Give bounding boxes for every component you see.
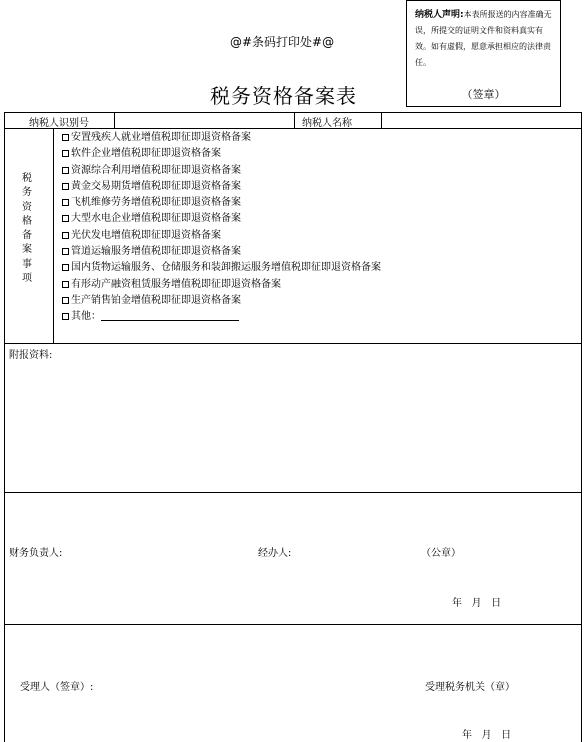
official-seal-label: （公章） xyxy=(421,548,461,559)
taxpayer-id-label: 纳税人识别号 xyxy=(29,118,89,129)
other-label: 其他： xyxy=(71,311,101,323)
attachments-label: 附报资料: xyxy=(9,350,53,361)
tax-authority-label: 受理税务机关（章） xyxy=(425,682,515,693)
other-input-line[interactable] xyxy=(101,311,239,321)
qualification-item[interactable] xyxy=(62,277,381,293)
checkbox-icon[interactable] xyxy=(62,150,69,157)
taxpayer-id-field[interactable] xyxy=(118,114,290,126)
qualification-item[interactable] xyxy=(62,195,381,211)
declaration-text: 本表所报送的内容准确无误，所提交的证明文件和资料真实有效。如有虚假，愿意承担相应的法律责任。 xyxy=(415,10,552,67)
checkbox-icon[interactable] xyxy=(62,167,69,174)
qualification-item-label: 国内货物运输服务、仓储服务和装卸搬运服务增值税即征即退资格备案 xyxy=(71,262,381,274)
barcode-placeholder: @#条码打印处#@ xyxy=(230,35,335,49)
qualification-item[interactable] xyxy=(62,130,381,146)
qualification-item-label: 生产销售铂金增值税即征即退资格备案 xyxy=(71,294,241,306)
qualification-item-label: 飞机维修劳务增值税即征即退资格备案 xyxy=(71,197,241,209)
checkbox-icon[interactable] xyxy=(62,313,69,320)
taxpayer-declaration-box xyxy=(406,0,561,107)
qualification-item[interactable] xyxy=(62,228,381,244)
receiver-label: 受理人（签章）: xyxy=(20,682,94,693)
checkbox-icon[interactable] xyxy=(62,183,69,190)
divider-signatures xyxy=(4,624,582,625)
qualification-item[interactable] xyxy=(62,260,381,276)
qualification-item-label: 软件企业增值税即征即退资格备案 xyxy=(71,148,221,160)
divider-info-row xyxy=(4,128,582,129)
qualification-item[interactable] xyxy=(62,293,381,309)
checkbox-icon[interactable] xyxy=(62,199,69,206)
taxpayer-name-label: 纳税人名称 xyxy=(302,118,352,129)
qualification-item[interactable] xyxy=(62,179,381,195)
divider-attachments xyxy=(4,492,582,493)
checkbox-icon[interactable] xyxy=(62,134,69,141)
form-title: 税务资格备案表 xyxy=(210,84,357,108)
checkbox-icon[interactable] xyxy=(62,264,69,271)
divider-qualification xyxy=(4,343,582,344)
qualification-item-label: 黄金交易期货增值税即征即退资格备案 xyxy=(71,180,241,192)
checkbox-icon[interactable] xyxy=(62,232,69,239)
qualification-item-label: 安置残疾人就业增值税即征即退资格备案 xyxy=(71,132,251,143)
qualification-label: 税务资格备案事项 xyxy=(22,173,32,285)
qualification-item[interactable] xyxy=(62,146,381,162)
qualification-item-label: 光伏发电增值税即征即退资格备案 xyxy=(71,229,221,241)
qualification-item-label: 大型水电企业增值税即征即退资格备案 xyxy=(71,213,241,225)
qualification-item-label: 资源综合利用增值税即征即退资格备案 xyxy=(71,164,241,176)
declaration-sign: （签章） xyxy=(461,88,506,101)
divider-id-value xyxy=(294,112,295,128)
divider-name-label xyxy=(381,112,382,128)
qualification-item-label: 有形动产融资租赁服务增值税即征即退资格备案 xyxy=(71,278,281,290)
qualification-item-other[interactable] xyxy=(62,309,381,325)
checkbox-icon[interactable] xyxy=(62,297,69,304)
qualification-item-label: 管道运输服务增值税即征即退资格备案 xyxy=(71,246,241,258)
checkbox-icon[interactable] xyxy=(62,248,69,255)
divider-id-label xyxy=(114,112,115,128)
finance-head-label: 财务负责人: xyxy=(9,548,63,559)
qualification-list xyxy=(62,130,381,326)
divider-qualification-label xyxy=(53,128,54,343)
checkbox-icon[interactable] xyxy=(62,281,69,288)
signature-date: 年 月 日 xyxy=(452,598,502,609)
taxpayer-name-field[interactable] xyxy=(385,114,577,126)
qualification-item[interactable] xyxy=(62,244,381,260)
checkbox-icon[interactable] xyxy=(62,215,69,222)
acceptance-date: 年 月 日 xyxy=(462,730,512,741)
declaration-label: 纳税人声明: xyxy=(415,10,464,20)
handler-label: 经办人: xyxy=(258,548,292,559)
qualification-item[interactable] xyxy=(62,211,381,227)
qualification-item[interactable] xyxy=(62,163,381,179)
